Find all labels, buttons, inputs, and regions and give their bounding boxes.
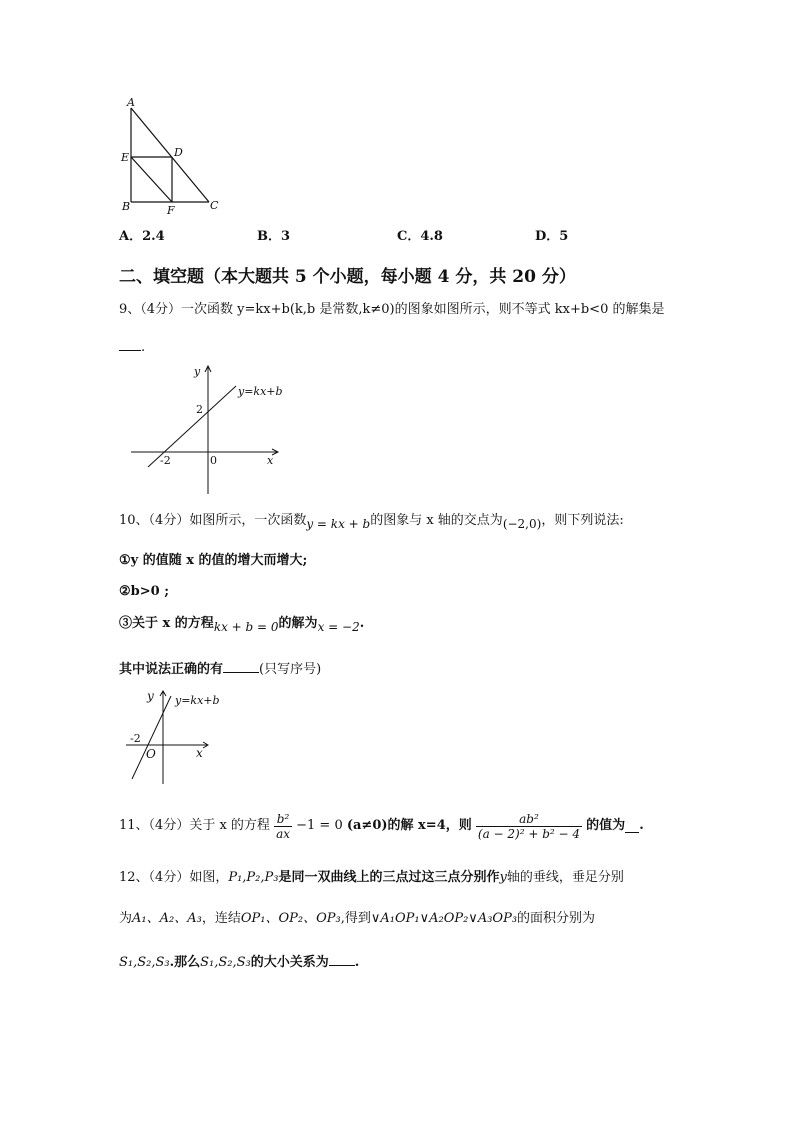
q9-y-axis-label: y	[194, 365, 201, 378]
q10-statement-1: ①y 的值随 x 的值的增大而增大;	[119, 553, 308, 568]
q9-graph	[128, 362, 288, 496]
q11-question: 11、（4分）关于 x 的方程 $\frac{\text{b²}}{ax}$ −1 = 0 (a≠0)的解 x=4，则 $\frac{\text{ab²}}{\text{(a − 2)² + b² − 4}}$ 的值为 .	[119, 811, 644, 841]
q11-blank[interactable]	[625, 820, 639, 833]
q10-statement-3: ③关于 x 的方程kx + b = 0的解为x = −2.	[119, 616, 365, 634]
q12-line-3: S₁,S₂,S₃.那么S₁,S₂,S₃的大小关系为 .	[119, 955, 360, 970]
q10-statement-2: ②b>0 ;	[119, 584, 170, 599]
q9-y-intercept: 2	[196, 403, 203, 416]
q12-blank[interactable]	[329, 953, 355, 966]
q10-y-axis-label: y	[147, 689, 154, 703]
q8-option-d: D．5	[535, 229, 569, 244]
q10-origin: O	[146, 747, 156, 761]
q9-origin: 0	[210, 454, 217, 467]
section-heading: 二、填空题（本大题共 5 个小题，每小题 4 分，共 20 分）	[119, 267, 576, 287]
q9-x-axis-label: x	[267, 454, 274, 467]
label-C: C	[210, 199, 219, 212]
label-A: A	[127, 96, 135, 109]
q10-blank[interactable]	[223, 660, 259, 673]
q12-line-2: 为A₁、A₂、A₃，连结OP₁、OP₂、OP₃,得到∨A₁OP₁∨A₂OP₂∨A₃OP₃的面积分别为	[119, 911, 596, 926]
q10-x-axis-label: x	[196, 746, 203, 760]
q11-fraction-1: $\frac{\text{b²}}{ax}$	[276, 811, 290, 841]
q10-graph	[124, 686, 234, 786]
q9-answer-line: .	[119, 338, 145, 356]
q8-option-c: C．4.8	[397, 229, 443, 244]
q8-triangle-figure	[112, 96, 232, 220]
q10-ask: 其中说法正确的有 (只写序号)	[119, 662, 322, 677]
label-E: E	[121, 151, 130, 164]
q9-blank[interactable]	[119, 338, 141, 351]
q10-question: 10、（4分）如图所示，一次函数y = kx + b的图象与 x 轴的交点为(−2,0)，则下列说法:	[119, 513, 624, 531]
q10-neg2: -2	[130, 732, 141, 745]
q8-option-b: B．3	[257, 229, 291, 244]
q9-question: 9、（4分）一次函数 y=kx+b(k,b 是常数,k≠0)的图象如图所示，则不等式 kx+b<0 的解集是	[119, 302, 665, 317]
label-B: B	[122, 200, 131, 213]
q10-line-label: y=kx+b	[175, 694, 220, 707]
q9-x-intercept: -2	[160, 454, 171, 467]
q11-fraction-2: $\frac{\text{ab²}}{\text{(a − 2)² + b² − 4}}$	[477, 811, 581, 841]
q9-line-label: y=kx+b	[238, 385, 283, 398]
label-D: D	[174, 146, 183, 159]
label-F: F	[167, 204, 175, 217]
q8-option-a: A．2.4	[119, 229, 165, 244]
q12-line-1: 12、（4分）如图，P₁,P₂,P₃是同一双曲线上的三点过这三点分别作y轴的垂线，垂足分别	[119, 870, 624, 885]
